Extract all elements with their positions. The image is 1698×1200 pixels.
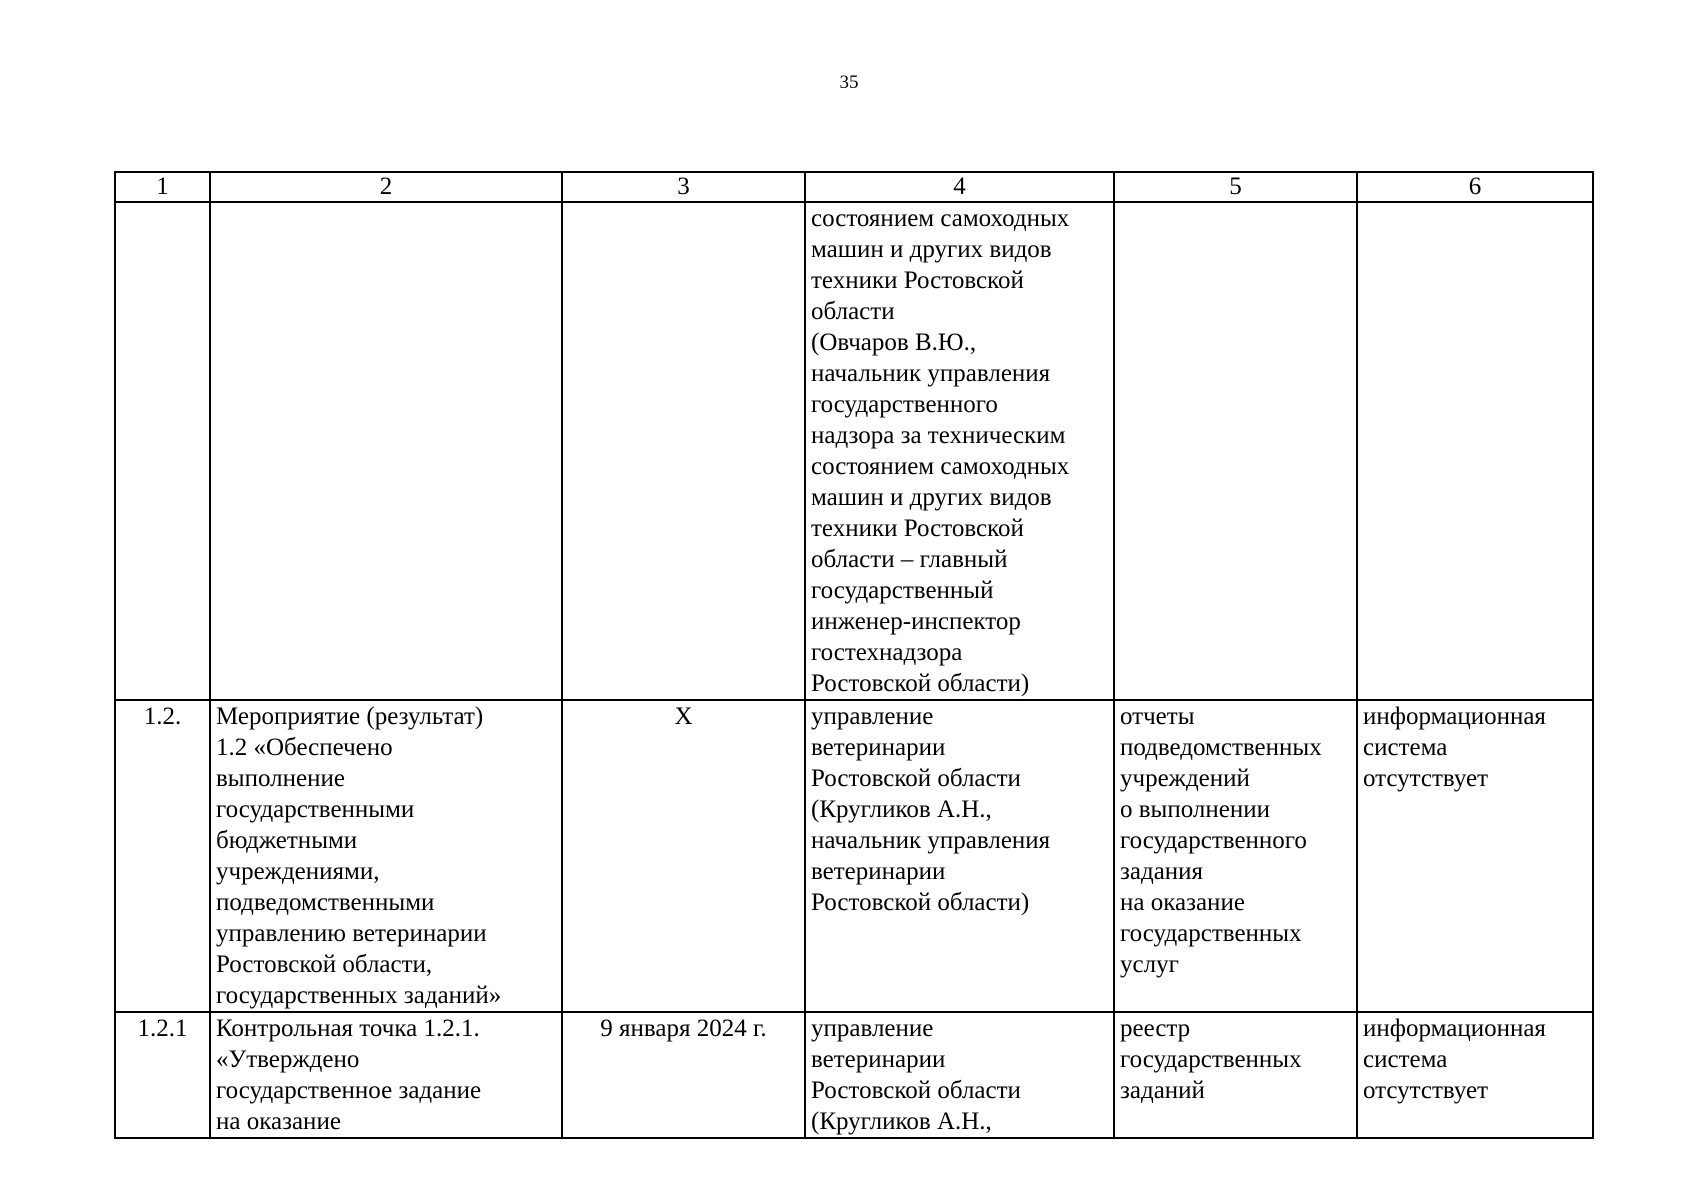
event-cell [210, 202, 562, 700]
date-cell [562, 1012, 805, 1138]
date-cell [562, 202, 805, 700]
row-number-cell [115, 1012, 210, 1138]
table-row [115, 700, 1593, 1012]
table-row [115, 1012, 1593, 1138]
row-number: 1.2. [143, 703, 182, 730]
document-cell [1114, 202, 1357, 700]
document-text: реестр государственных заданий [1120, 1015, 1302, 1104]
system-text: информационная система отсутствует [1363, 1015, 1546, 1104]
event-text: Мероприятие (результат) 1.2 «Обеспечено выполнение государственными бюджетными учреждениями, подведомственными управлению ветеринарии Ростовской области, государственных заданий» [216, 703, 502, 1009]
system-cell [1357, 1012, 1593, 1138]
event-cell [210, 1012, 562, 1138]
system-cell [1357, 700, 1593, 1012]
column-header-4: 4 [805, 172, 1114, 202]
column-header-3: 3 [562, 172, 805, 202]
event-text: Контрольная точка 1.2.1. «Утверждено государственное задание на оказание [216, 1015, 482, 1135]
table-row [115, 202, 1593, 700]
responsible-text: управление ветеринарии Ростовской области (Кругликов А.Н., [811, 1015, 1021, 1135]
row-number-cell [115, 700, 210, 1012]
row-number-cell [115, 202, 210, 700]
page-number: 35 [839, 72, 859, 93]
column-header-2: 2 [210, 172, 562, 202]
responsible-cell [805, 202, 1114, 700]
table-header-row [115, 172, 1593, 202]
row-number: 1.2.1 [137, 1015, 188, 1042]
column-header-6: 6 [1357, 172, 1593, 202]
system-cell [1357, 202, 1593, 700]
document-text: отчеты подведомственных учреждений о выполнении государственного задания на оказание государственных услуг [1120, 703, 1322, 978]
date-text: Х [674, 703, 693, 730]
responsible-text: управление ветеринарии Ростовской области (Кругликов А.Н., начальник управления ветеринарии Ростовской области) [811, 703, 1051, 916]
date-cell [562, 700, 805, 1012]
responsible-cell [805, 1012, 1114, 1138]
date-text: 9 января 2024 г. [600, 1015, 767, 1042]
document-cell [1114, 1012, 1357, 1138]
column-header-1: 1 [115, 172, 210, 202]
system-text: информационная система отсутствует [1363, 703, 1546, 792]
event-cell [210, 700, 562, 1012]
responsible-cell [805, 700, 1114, 1012]
plan-table [114, 171, 1594, 1139]
responsible-text: состоянием самоходных машин и других видов техники Ростовской области (Овчаров В.Ю., начальник управления государственного надзора за техническим состоянием самоходных машин и других видов техники Ростовской области – главный государственный инженер-инспектор гостехнадзора Ростовской области) [811, 205, 1070, 697]
column-header-5: 5 [1114, 172, 1357, 202]
document-cell [1114, 700, 1357, 1012]
